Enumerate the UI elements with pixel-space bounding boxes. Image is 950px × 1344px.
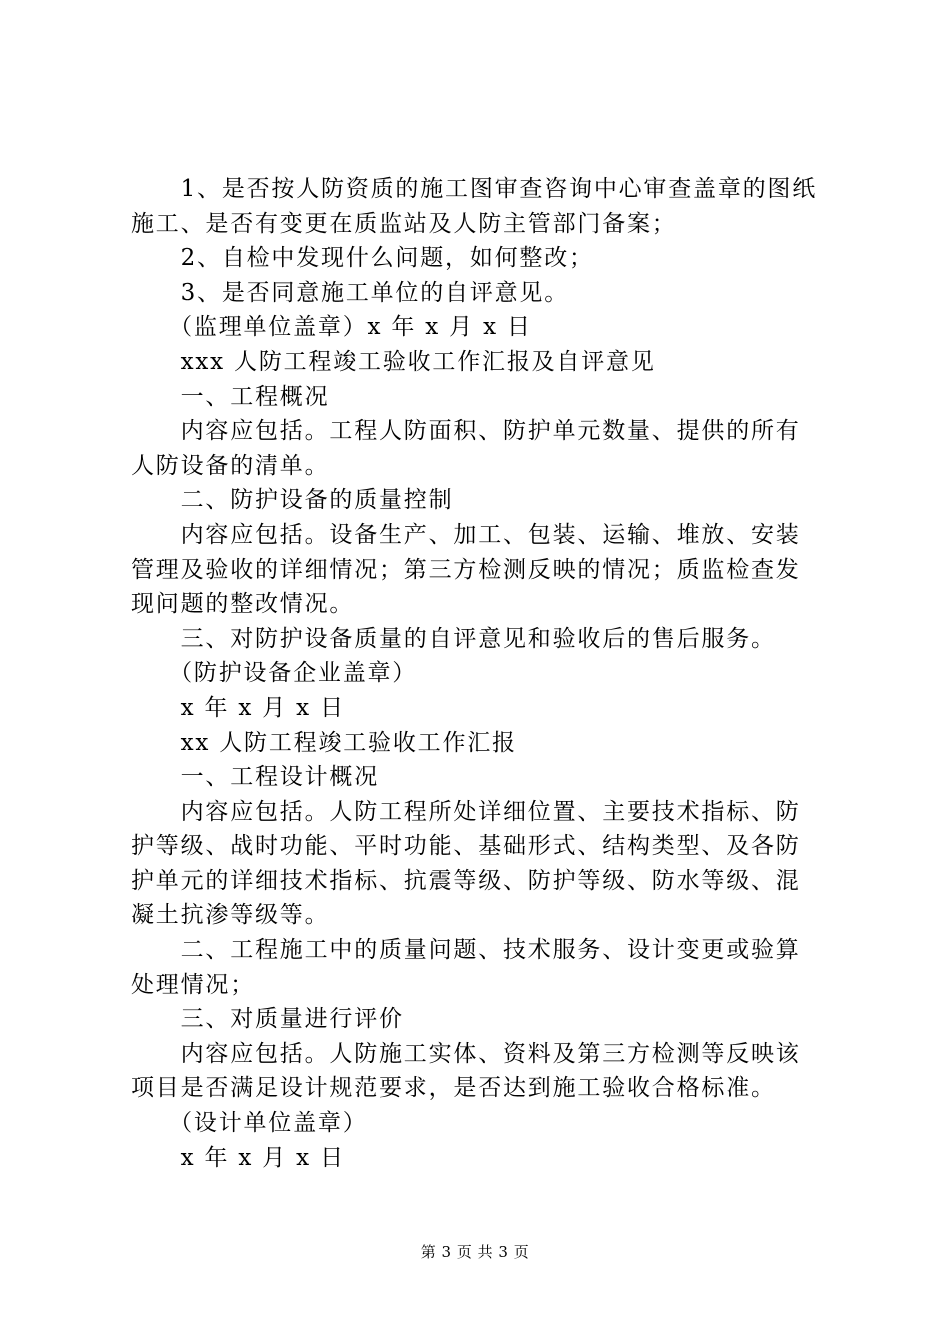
- section-title: xxx 人防工程竣工验收工作汇报及自评意见: [131, 348, 656, 375]
- text-line: （监理单位盖章）x 年 x 月 x 日: [131, 314, 532, 341]
- text-line: 2、自检中发现什么问题，如何整改；: [131, 245, 594, 272]
- text-line: （防护设备企业盖章）: [131, 660, 418, 687]
- section-title: xx 人防工程竣工验收工作汇报: [131, 729, 517, 756]
- section-heading: 二、防护设备的质量控制: [131, 487, 454, 514]
- text-line: 内容应包括。设备生产、加工、包装、运输、堆放、安装: [131, 521, 801, 548]
- date-line: x 年 x 月 x 日: [131, 1144, 345, 1171]
- text-line: 1、是否按人防资质的施工图审查咨询中心审查盖章的图纸: [131, 176, 818, 202]
- section-heading: 三、对防护设备质量的自评意见和验收后的售后服务。: [131, 625, 776, 652]
- section-heading: 一、工程概况: [131, 383, 330, 410]
- text-line: 内容应包括。人防施工实体、资料及第三方检测等反映该: [131, 1040, 801, 1067]
- text-line: 内容应包括。工程人防面积、防护单元数量、提供的所有: [131, 418, 801, 445]
- text-line: 管理及验收的详细情况；第三方检测反映的情况；质监检查发: [131, 556, 801, 583]
- text-line: 项目是否满足设计规范要求，是否达到施工验收合格标准。: [131, 1075, 776, 1102]
- text-line: 3、是否同意施工单位的自评意见。: [131, 279, 570, 306]
- page-number: 第 3 页 共 3 页: [420, 1243, 530, 1261]
- section-heading: 二、工程施工中的质量问题、技术服务、设计变更或验算: [131, 937, 801, 964]
- section-heading: 一、工程设计概况: [131, 764, 379, 791]
- text-line: 人防设备的清单。: [131, 452, 330, 479]
- text-line: 施工、是否有变更在质监站及人防主管部门备案；: [131, 210, 677, 237]
- text-line: 护等级、战时功能、平时功能、基础形式、结构类型、及各防: [131, 833, 801, 860]
- text-line: （设计单位盖章）: [131, 1110, 368, 1137]
- document-body: [131, 172, 831, 1175]
- date-line: x 年 x 月 x 日: [131, 694, 345, 721]
- text-line: 凝土抗渗等级等。: [131, 902, 330, 929]
- section-heading: 三、对质量进行评价: [131, 1006, 404, 1033]
- text-line: 处理情况；: [131, 971, 255, 998]
- text-line: 内容应包括。人防工程所处详细位置、主要技术指标、防: [131, 798, 801, 825]
- text-line: 护单元的详细技术指标、抗震等级、防护等级、防水等级、混: [131, 867, 801, 894]
- text-line: 现问题的整改情况。: [131, 591, 355, 618]
- page-footer: [0, 1242, 950, 1262]
